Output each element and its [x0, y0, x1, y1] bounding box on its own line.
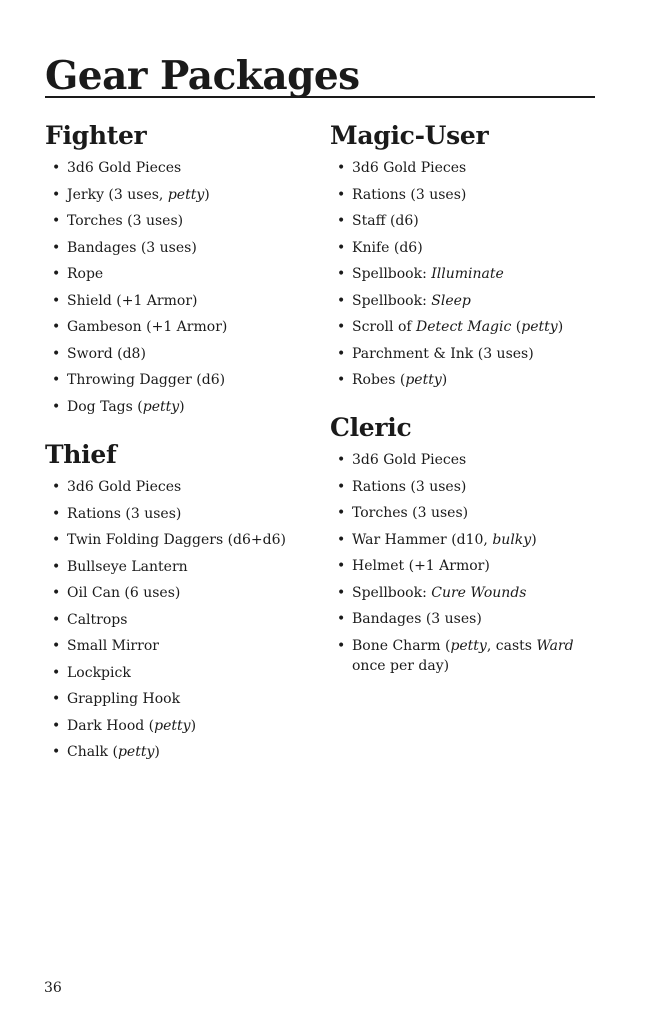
bullet-icon: • — [337, 558, 346, 574]
text-segment: Rations (3 uses) — [67, 505, 182, 522]
text-segment: Bandages (3 uses) — [352, 611, 482, 627]
bullet-icon: • — [52, 691, 61, 707]
list-item-text — [67, 506, 181, 522]
list-item — [330, 344, 600, 364]
list-item — [45, 477, 315, 497]
item-list-fighter — [45, 158, 315, 417]
text-segment: Spellbook: — [352, 584, 432, 601]
italic-term: petty — [154, 717, 191, 734]
italic-term: petty — [405, 372, 442, 388]
list-item — [45, 663, 315, 683]
bullet-icon: • — [337, 292, 346, 309]
italic-term: bulky — [492, 531, 532, 548]
text-segment: Staff (d6) — [352, 213, 419, 229]
list-item — [330, 317, 600, 337]
list-item — [45, 238, 315, 258]
list-item-text — [67, 479, 181, 495]
list-item-text — [352, 558, 490, 574]
bullet-icon: • — [52, 160, 61, 176]
text-segment: ) — [204, 186, 210, 203]
list-item-text — [67, 532, 286, 548]
text-segment: 3d6 Gold Pieces — [352, 452, 467, 468]
list-item-text — [67, 612, 127, 628]
text-segment: , casts — [486, 637, 537, 654]
list-item-text — [352, 452, 466, 468]
bullet-icon: • — [52, 372, 61, 388]
text-segment: Torches (3 uses) — [67, 213, 184, 229]
section-thief — [45, 439, 315, 769]
text-segment: Dark Hood ( — [67, 717, 155, 734]
text-segment: Chalk ( — [67, 744, 118, 760]
list-item — [45, 557, 315, 577]
italic-term: petty — [450, 637, 487, 654]
list-item — [45, 291, 315, 311]
section-fighter — [45, 120, 315, 423]
list-item — [45, 344, 315, 364]
list-item — [330, 583, 595, 603]
text-segment: ) — [557, 319, 564, 335]
text-segment: Lockpick — [67, 664, 131, 681]
text-segment: Knife (d6) — [352, 239, 423, 256]
section-cleric — [330, 412, 595, 682]
text-segment: Bone Charm ( — [352, 637, 451, 654]
bullet-icon: • — [52, 505, 61, 522]
bullet-icon: • — [52, 585, 61, 601]
list-item-text — [352, 532, 537, 548]
bullet-icon: • — [52, 239, 61, 256]
list-item-text — [67, 240, 197, 256]
bullet-icon: • — [337, 239, 346, 256]
list-item-text — [67, 718, 196, 734]
list-item — [45, 610, 315, 630]
list-item-text — [352, 266, 504, 282]
section-heading-thief: Thief — [45, 440, 117, 469]
list-item-text — [67, 638, 159, 654]
bullet-icon: • — [337, 266, 346, 282]
item-list-magic-user — [330, 158, 600, 390]
bullet-icon: • — [52, 292, 61, 309]
bullet-icon: • — [337, 531, 346, 548]
list-item-text — [67, 399, 185, 415]
bullet-icon: • — [337, 637, 346, 654]
list-item-text — [352, 638, 578, 674]
list-item-text — [67, 665, 131, 681]
list-item — [45, 397, 315, 417]
text-segment: ( — [511, 319, 522, 335]
italic-term: Illuminate — [431, 266, 504, 282]
list-item — [45, 716, 315, 736]
section-heading-magic-user: Magic-User — [330, 121, 489, 150]
italic-term: petty — [167, 186, 205, 203]
italic-term: petty — [521, 319, 558, 335]
list-item-text — [352, 505, 468, 521]
list-item-text — [352, 479, 466, 495]
section-magic-user — [330, 120, 600, 397]
bullet-icon: • — [52, 266, 61, 282]
bullet-icon: • — [337, 213, 346, 229]
item-list-cleric — [330, 450, 595, 676]
bullet-icon: • — [337, 452, 346, 468]
text-segment: Rations (3 uses) — [352, 478, 467, 495]
list-item — [330, 556, 595, 576]
text-segment: Helmet (+1 Armor) — [352, 558, 490, 574]
text-segment: Gambeson (+1 Armor) — [67, 319, 228, 335]
list-item-text — [67, 213, 183, 229]
bullet-icon: • — [337, 478, 346, 495]
bullet-icon: • — [337, 345, 346, 362]
bullet-icon: • — [337, 186, 346, 203]
list-item-text — [67, 372, 225, 388]
bullet-icon: • — [52, 479, 61, 495]
list-item-text — [352, 346, 534, 362]
text-segment: ) — [441, 372, 448, 388]
text-segment: 3d6 Gold Pieces — [352, 160, 467, 176]
bullet-icon: • — [52, 398, 61, 415]
text-segment: 3d6 Gold Pieces — [67, 160, 182, 176]
text-segment: Torches (3 uses) — [352, 505, 469, 521]
list-item — [45, 742, 315, 762]
list-item-text — [352, 213, 419, 229]
bullet-icon: • — [337, 584, 346, 601]
text-segment: ) — [531, 531, 537, 548]
text-segment: Grappling Hook — [67, 691, 181, 707]
text-segment: Throwing Dagger (d6) — [67, 372, 226, 388]
list-item-text — [352, 160, 466, 176]
list-item-text — [67, 266, 103, 282]
page-title: Gear Packages — [45, 53, 360, 99]
bullet-icon: • — [52, 744, 61, 760]
list-item-text — [352, 319, 563, 335]
text-segment: Rations (3 uses) — [352, 186, 467, 203]
italic-term: Sleep — [431, 292, 471, 309]
list-item — [330, 503, 595, 523]
bullet-icon: • — [337, 160, 346, 176]
list-item — [45, 185, 315, 205]
bullet-icon: • — [52, 611, 61, 628]
text-segment: Oil Can (6 uses) — [67, 585, 181, 601]
text-segment: Rope — [67, 266, 104, 282]
list-item — [330, 185, 600, 205]
bullet-icon: • — [337, 372, 346, 388]
text-segment: Sword (d8) — [67, 345, 146, 362]
text-segment: 3d6 Gold Pieces — [67, 479, 182, 495]
list-item-text — [352, 293, 471, 309]
italic-term: Cure Wounds — [431, 584, 527, 601]
text-segment: Spellbook: — [352, 292, 432, 309]
list-item-text — [67, 319, 227, 335]
list-item — [330, 211, 600, 231]
list-item-text — [67, 293, 197, 309]
list-item — [45, 211, 315, 231]
list-item — [330, 264, 600, 284]
text-segment: Bandages (3 uses) — [67, 239, 197, 256]
list-item-text — [67, 187, 210, 203]
text-segment: ) — [154, 744, 160, 760]
text-segment: Small Mirror — [67, 638, 159, 654]
list-item — [45, 317, 315, 337]
list-item — [330, 370, 600, 390]
list-item — [45, 504, 315, 524]
list-item-text — [352, 372, 447, 388]
bullet-icon: • — [337, 505, 346, 521]
text-segment: ) — [190, 717, 197, 734]
bullet-icon: • — [52, 717, 61, 734]
bullet-icon: • — [337, 611, 346, 627]
italic-term: petty — [117, 744, 155, 760]
text-segment: Caltrops — [67, 611, 128, 628]
bullet-icon: • — [52, 213, 61, 229]
bullet-icon: • — [52, 664, 61, 681]
italic-term: Ward — [536, 637, 574, 654]
text-segment: Jerky (3 uses, — [67, 186, 168, 203]
italic-term: Detect Magic — [416, 319, 512, 335]
list-item — [330, 158, 600, 178]
bullet-icon: • — [52, 638, 61, 654]
list-item — [45, 264, 315, 284]
list-item — [330, 477, 595, 497]
bullet-icon: • — [337, 319, 346, 335]
item-list-thief — [45, 477, 315, 762]
list-item — [330, 450, 595, 470]
list-item-text — [352, 240, 423, 256]
text-segment: Parchment & Ink (3 uses) — [352, 345, 534, 362]
italic-term: petty — [142, 398, 180, 415]
text-segment: Dog Tags ( — [67, 398, 143, 415]
list-item — [330, 291, 600, 311]
list-item — [45, 530, 315, 550]
text-segment: Robes ( — [352, 372, 406, 388]
list-item-text — [352, 187, 466, 203]
bullet-icon: • — [52, 558, 61, 575]
bullet-icon: • — [52, 186, 61, 203]
list-item — [330, 530, 595, 550]
text-segment: Shield (+1 Armor) — [67, 292, 198, 309]
text-segment: Scroll of — [352, 319, 417, 335]
bullet-icon: • — [52, 319, 61, 335]
list-item-text — [67, 346, 146, 362]
bullet-icon: • — [52, 532, 61, 548]
list-item — [330, 238, 600, 258]
section-heading-cleric: Cleric — [330, 413, 412, 442]
list-item-text — [67, 744, 160, 760]
list-item — [45, 370, 315, 390]
list-item — [330, 636, 595, 676]
list-item — [45, 636, 315, 656]
text-segment: Twin Folding Daggers (d6+d6) — [67, 532, 286, 548]
text-segment: ) — [179, 398, 185, 415]
list-item — [45, 158, 315, 178]
list-item — [330, 609, 595, 629]
list-item-text — [67, 160, 181, 176]
bullet-icon: • — [52, 345, 61, 362]
page-number: 36 — [44, 980, 62, 996]
section-heading-fighter: Fighter — [45, 121, 147, 150]
title-rule — [45, 96, 595, 98]
list-item-text — [67, 585, 180, 601]
text-segment: War Hammer (d10, — [352, 531, 493, 548]
text-segment: once per day) — [352, 637, 579, 674]
list-item — [45, 583, 315, 603]
list-item — [45, 689, 315, 709]
text-segment: Bullseye Lantern — [67, 558, 188, 575]
list-item-text — [352, 585, 526, 601]
list-item-text — [352, 611, 482, 627]
list-item-text — [67, 691, 180, 707]
list-item-text — [67, 559, 188, 575]
text-segment: Spellbook: — [352, 266, 432, 282]
